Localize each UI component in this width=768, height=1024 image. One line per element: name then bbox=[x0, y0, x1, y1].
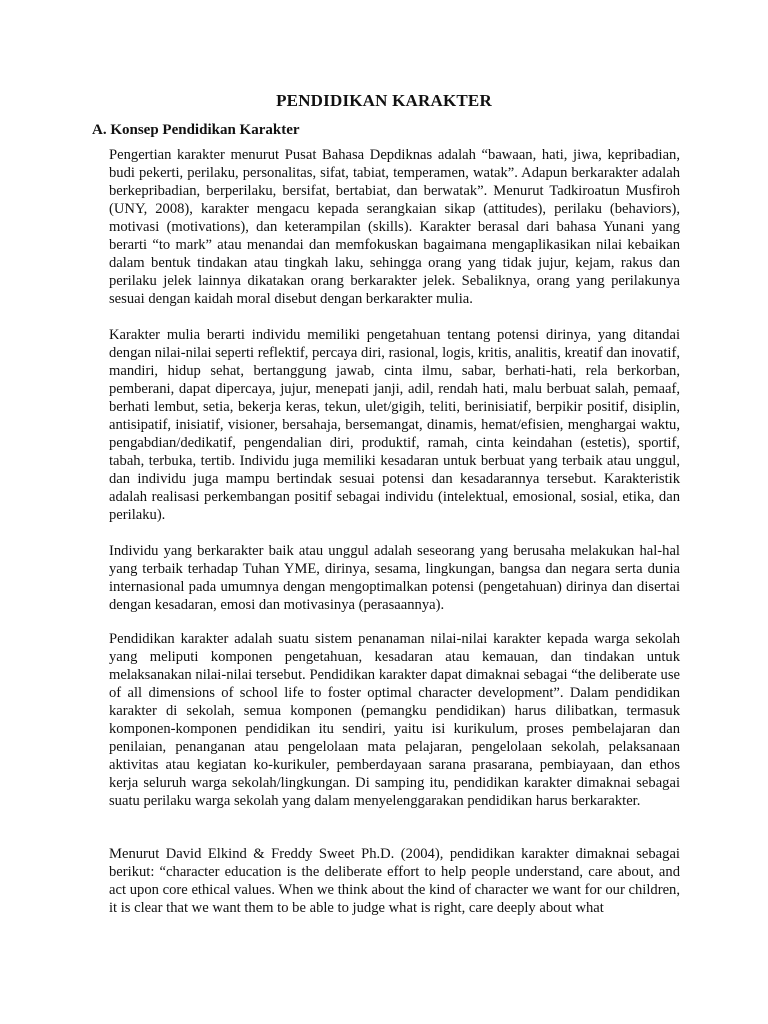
page-title: PENDIDIKAN KARAKTER bbox=[276, 91, 492, 110]
section-heading: A. Konsep Pendidikan Karakter bbox=[92, 122, 300, 138]
paragraph-2: Karakter mulia berarti individu memiliki pengetahuan tentang potensi dirinya, yang ditandai dengan nilai-nilai seperti reflektif, percaya diri, rasional, logis, kritis, analitis, kreatif dan inovatif, mandiri, hidup sehat, bertanggung jawab, cinta ilmu, sabar, berhati-hati, rela berkorban, pemberani, dapat dipercaya, jujur, menepati janji, adil, rendah hati, malu berbuat salah, pemaaf, berhati lembut, setia, bekerja keras, tekun, ulet/gigih, teliti, berinisiatif, berpikir positif, disiplin, antisipatif, inisiatif, visioner, bersahaja, bersemangat, dinamis, hemat/efisien, menghargai waktu, pengabdian/dedikatif, pengendalian diri, produktif, ramah, cinta keindahan (estetis), sportif, tabah, terbuka, tertib. Individu juga memiliki kesadaran untuk berbuat yang terbaik atau unggul, dan individu juga mampu bertindak sesuai potensi dan kesadarannya tersebut. Karakteristik adalah realisasi perkembangan positif sebagai individu (intelektual, emosional, sosial, etika, dan perilaku). bbox=[109, 327, 680, 523]
paragraph-5: Menurut David Elkind & Freddy Sweet Ph.D. (2004), pendidikan karakter dimaknai sebagai berikut: “character education is the deliberate effort to help people understand, care about, and act upon core ethical values. When we think about the kind of character we want for our children, it is clear that we want them to be able to judge what is right, care deeply about what bbox=[109, 846, 680, 916]
paragraph-3: Individu yang berkarakter baik atau unggul adalah seseorang yang berusaha melakukan hal-hal yang terbaik terhadap Tuhan YME, dirinya, sesama, lingkungan, bangsa dan negara serta dunia internasional pada umumnya dengan mengoptimalkan potensi (pengetahuan) dirinya dan disertai dengan kesadaran, emosi dan motivasinya (perasaannya). bbox=[109, 543, 680, 613]
paragraph-4: Pendidikan karakter adalah suatu sistem penanaman nilai-nilai karakter kepada warga sekolah yang meliputi komponen pengetahuan, kesadaran atau kemauan, dan tindakan untuk melaksanakan nilai-nilai tersebut. Pendidikan karakter dapat dimaknai sebagai “the deliberate use of all dimensions of school life to foster optimal character development”. Dalam pendidikan karakter di sekolah, semua komponen (pemangku pendidikan) harus dilibatkan, termasuk komponen-komponen pendidikan itu sendiri, yaitu isi kurikulum, proses pembelajaran dan penilaian, penanganan atau pengelolaan mata pelajaran, pengelolaan sekolah, pelaksanaan aktivitas atau kegiatan ko-kurikuler, pemberdayaan sarana prasarana, pembiayaan, dan ethos kerja seluruh warga sekolah/lingkungan. Di samping itu, pendidikan karakter dimaknai sebagai suatu perilaku warga sekolah yang dalam menyelenggarakan pendidikan harus berkarakter. bbox=[109, 631, 680, 809]
paragraph-1: Pengertian karakter menurut Pusat Bahasa Depdiknas adalah “bawaan, hati, jiwa, kepribadian, budi pekerti, perilaku, personalitas, sifat, tabiat, temperamen, watak”. Adapun berkarakter adalah berkepribadian, berperilaku, bersifat, bertabiat, dan berwatak”. Menurut Tadkiroatun Musfiroh (UNY, 2008), karakter mengacu kepada serangkaian sikap (attitudes), perilaku (behaviors), motivasi (motivations), dan keterampilan (skills). Karakter berasal dari bahasa Yunani yang berarti “to mark” atau menandai dan memfokuskan bagaimana mengaplikasikan nilai kebaikan dalam bentuk tindakan atau tingkah laku, sehingga orang yang tidak jujur, kejam, rakus dan perilaku jelek lainnya dikatakan orang berkarakter jelek. Sebaliknya, orang yang perilakunya sesuai dengan kaidah moral disebut dengan berkarakter mulia. bbox=[109, 147, 680, 307]
